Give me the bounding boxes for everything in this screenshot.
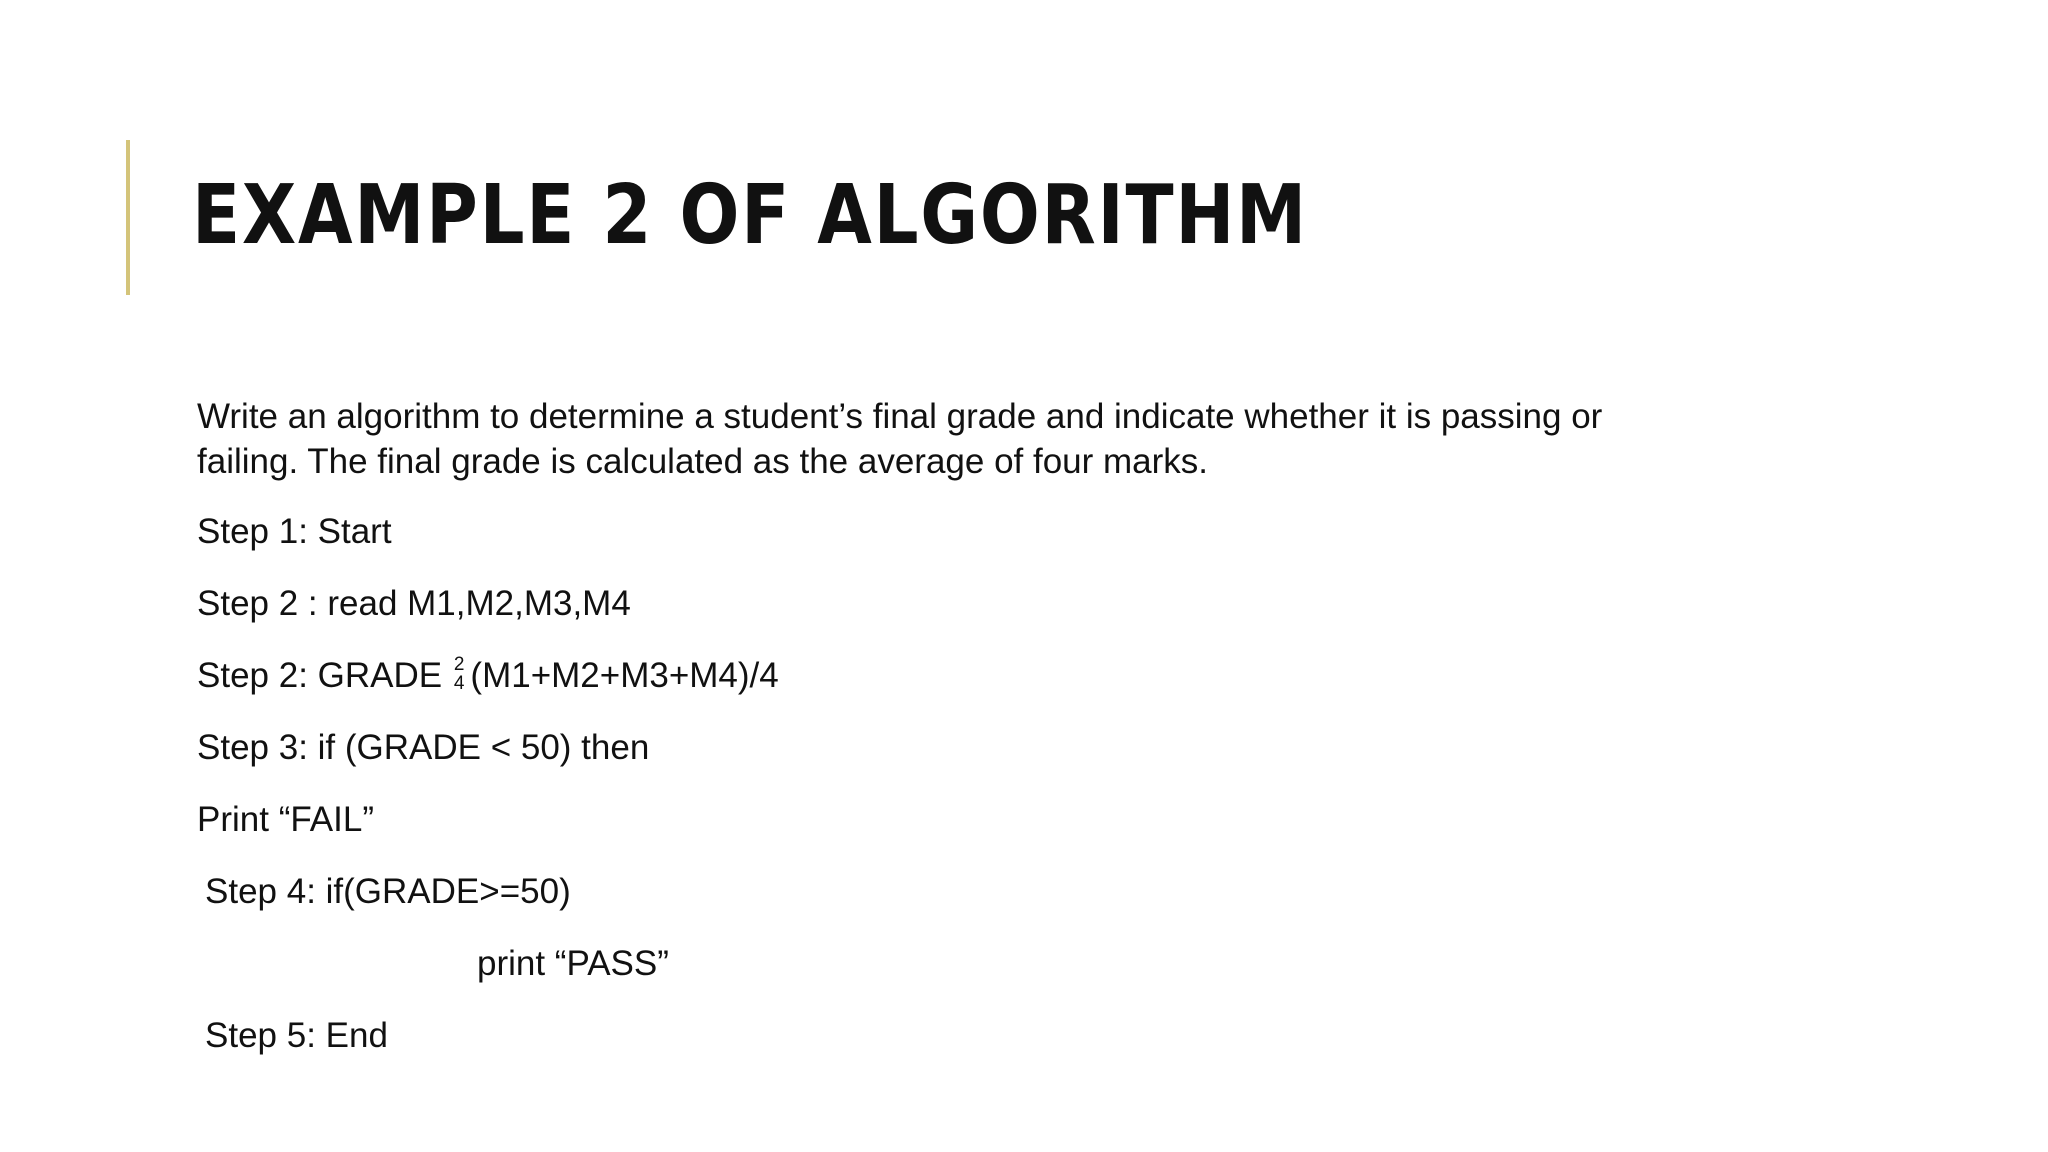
step-5-end: Step 5: End	[205, 1016, 388, 1055]
step-4-condition: Step 4: if(GRADE>=50)	[205, 872, 571, 911]
step-2-grade-prefix: Step 2: GRADE	[197, 656, 443, 695]
step-1-start: Step 1: Start	[197, 512, 392, 551]
slide-title: EXAMPLE 2 OF ALGORITHM	[192, 168, 1308, 263]
fraction-bottom: 4	[453, 672, 465, 694]
step-3-condition: Step 3: if (GRADE < 50) then	[197, 728, 650, 767]
grade-fraction-symbol	[454, 655, 465, 693]
step-2-grade-formula: (M1+M2+M3+M4)/4	[470, 656, 779, 695]
print-fail: Print “FAIL”	[197, 800, 374, 839]
print-pass: print “PASS”	[477, 944, 669, 983]
fraction-top: 2	[453, 653, 465, 675]
slide-body	[197, 394, 1777, 1059]
intro-line-2: failing. The final grade is calculated as the average of four marks.	[197, 442, 1209, 481]
step-2-grade	[197, 653, 1777, 699]
title-accent-bar	[126, 140, 130, 295]
step-2-read: Step 2 : read M1,M2,M3,M4	[197, 584, 631, 623]
intro-line-1: Write an algorithm to determine a student’s final grade and indicate whether it is passing or	[197, 397, 1603, 436]
